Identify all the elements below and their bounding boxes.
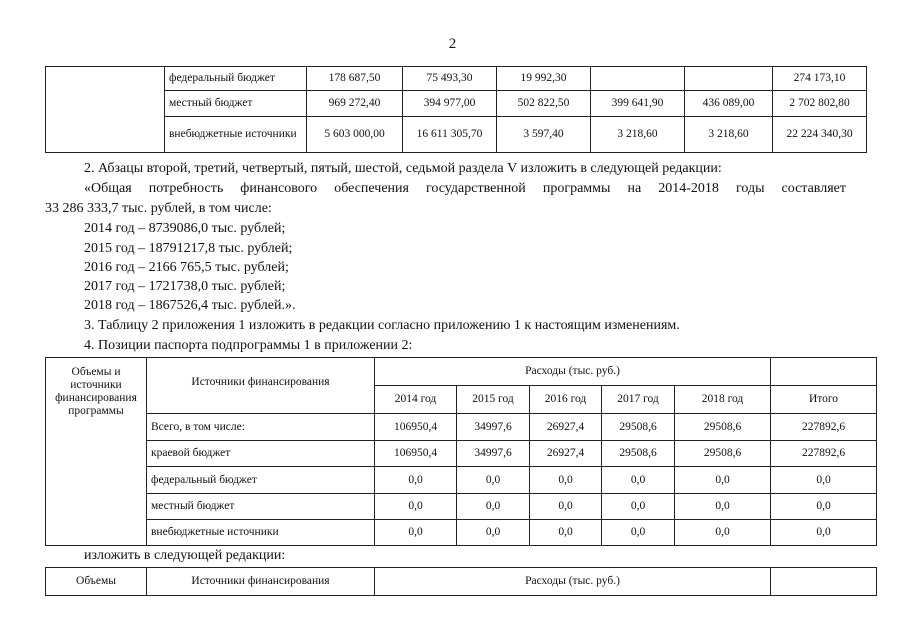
cell-value: 0,0 [602, 467, 675, 494]
year-2015: 2015 год – 18791217,8 тыс. рублей; [84, 241, 293, 256]
header-funding-sources: Источники финансирования [147, 568, 375, 596]
cell-value: 75 493,30 [403, 67, 497, 91]
cell-value: 0,0 [457, 494, 530, 520]
header-funding-sources: Источники финансирования [147, 358, 375, 414]
table-top [45, 66, 867, 153]
paragraph-4: 4. Позиции паспорта подпрограммы 1 в приложении 2: [84, 338, 413, 353]
row-label: местный бюджет [165, 91, 307, 117]
cell-value: 0,0 [602, 520, 675, 546]
cell-value: 29508,6 [602, 441, 675, 467]
empty-cell [771, 358, 877, 386]
cell-value: 106950,4 [375, 441, 457, 467]
cell-value [685, 67, 773, 91]
cell-value: 34997,6 [457, 414, 530, 441]
cell-value: 22 224 340,30 [773, 117, 867, 153]
table-row [46, 467, 877, 494]
table-row [46, 67, 867, 91]
table-row [46, 117, 867, 153]
cell-value: 0,0 [530, 467, 602, 494]
cell-value: 2 702 802,80 [773, 91, 867, 117]
paragraph-2: 2. Абзацы второй, третий, четвертый, пятый, шестой, седьмой раздела V изложить в следующей редакции: [84, 161, 722, 176]
cell-value: 227892,6 [771, 441, 877, 467]
row-label: федеральный бюджет [165, 67, 307, 91]
cell-value: 0,0 [675, 494, 771, 520]
paragraph-quote-line2: 33 286 333,7 тыс. рублей, в том числе: [45, 201, 272, 216]
cell-value: 3 597,40 [497, 117, 591, 153]
year-header: 2014 год [375, 386, 457, 414]
paragraph-3: 3. Таблицу 2 приложения 1 изложить в редакции согласно приложению 1 к настоящим изменениям. [84, 318, 680, 333]
cell-value: 16 611 305,70 [403, 117, 497, 153]
cell-value: 0,0 [771, 520, 877, 546]
row-label: внебюджетные источники [165, 117, 307, 153]
cell-value: 0,0 [771, 494, 877, 520]
table-header-row [46, 358, 877, 386]
cell-value: 502 822,50 [497, 91, 591, 117]
table-row [46, 441, 877, 467]
header-expenses: Расходы (тыс. руб.) [375, 358, 771, 386]
row-label: Всего, в том числе: [147, 414, 375, 441]
cell-value: 0,0 [375, 467, 457, 494]
cell-value: 26927,4 [530, 441, 602, 467]
cell-value: 29508,6 [675, 414, 771, 441]
paragraph-quote-line1: «Общая потребность финансового обеспечения государственной программы на 2014-2018 годы составляет [84, 181, 846, 196]
cell-value: 5 603 000,00 [307, 117, 403, 153]
cell-value: 0,0 [675, 520, 771, 546]
year-2016: 2016 год – 2166 765,5 тыс. рублей; [84, 260, 289, 275]
cell-value [591, 67, 685, 91]
table-main [45, 357, 877, 546]
cell-value: 227892,6 [771, 414, 877, 441]
row-label: местный бюджет [147, 494, 375, 520]
cell-value: 399 641,90 [591, 91, 685, 117]
cell-value: 3 218,60 [591, 117, 685, 153]
cell-value: 394 977,00 [403, 91, 497, 117]
cell-value: 0,0 [530, 520, 602, 546]
cell-value: 0,0 [375, 520, 457, 546]
empty-cell [771, 568, 877, 596]
cell-value: 274 173,10 [773, 67, 867, 91]
row-label: внебюджетные источники [147, 520, 375, 546]
paragraph-new-edition: изложить в следующей редакции: [84, 548, 286, 563]
table-bottom [45, 567, 877, 596]
year-header: 2016 год [530, 386, 602, 414]
table-row [46, 494, 877, 520]
cell-value: 0,0 [602, 494, 675, 520]
year-2017: 2017 год – 1721738,0 тыс. рублей; [84, 279, 286, 294]
table-row [46, 91, 867, 117]
year-2018: 2018 год – 1867526,4 тыс. рублей.». [84, 298, 296, 313]
total-header: Итого [771, 386, 877, 414]
cell-value: 3 218,60 [685, 117, 773, 153]
table-row [46, 414, 877, 441]
row-label: краевой бюджет [147, 441, 375, 467]
cell-value: 29508,6 [602, 414, 675, 441]
cell-value: 29508,6 [675, 441, 771, 467]
cell-value: 436 089,00 [685, 91, 773, 117]
cell-value: 969 272,40 [307, 91, 403, 117]
cell-value: 0,0 [375, 494, 457, 520]
row-label: федеральный бюджет [147, 467, 375, 494]
cell-value: 0,0 [457, 467, 530, 494]
empty-cell [46, 67, 165, 153]
cell-value: 106950,4 [375, 414, 457, 441]
header-expenses: Расходы (тыс. руб.) [375, 568, 771, 596]
year-header: 2018 год [675, 386, 771, 414]
header-volume-sources: Объемы и источники финансирования программы [46, 358, 147, 546]
header-volume: Объемы [46, 568, 147, 596]
cell-value: 0,0 [675, 467, 771, 494]
cell-value: 178 687,50 [307, 67, 403, 91]
cell-value: 19 992,30 [497, 67, 591, 91]
cell-value: 34997,6 [457, 441, 530, 467]
table-row [46, 520, 877, 546]
cell-value: 26927,4 [530, 414, 602, 441]
year-2014: 2014 год – 8739086,0 тыс. рублей; [84, 221, 286, 236]
year-header: 2017 год [602, 386, 675, 414]
cell-value: 0,0 [457, 520, 530, 546]
year-header: 2015 год [457, 386, 530, 414]
cell-value: 0,0 [530, 494, 602, 520]
cell-value: 0,0 [771, 467, 877, 494]
table-header-row [46, 568, 877, 596]
page-number: 2 [448, 36, 457, 52]
